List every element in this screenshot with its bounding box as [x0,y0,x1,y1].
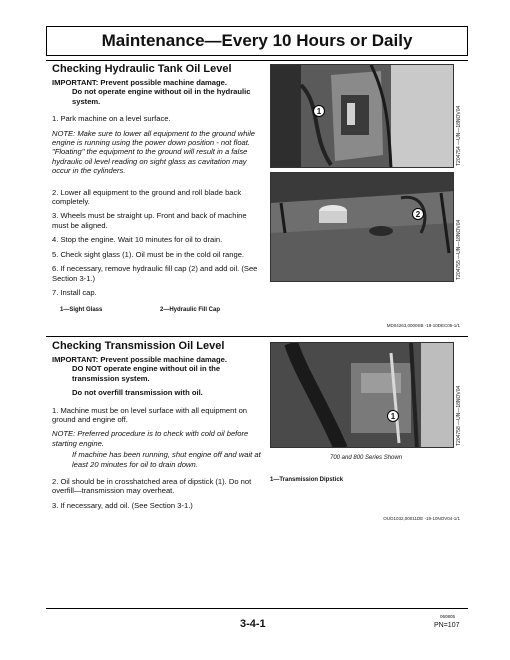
section-heading-transmission: Checking Transmission Oil Level [52,340,225,352]
photo-caption: 700 and 800 Series Shown [330,455,403,461]
step-2: 2. Oil should be in crosshatched area of dipstick (1). Do not overfill—transmission may overheat. [52,477,252,496]
important-label: IMPORTANT: [52,78,99,87]
photo-3-id: T204758 —UN—18NOV04 [456,385,462,446]
section-divider [46,60,468,61]
footer-divider [46,608,468,609]
section-divider [46,336,468,337]
step-7: 7. Install cap. [52,287,97,297]
hydraulic-instructions [52,78,264,302]
footer-pn: PN=107 [434,622,460,629]
note-text: NOTE: Preferred procedure is to check with cold oil before starting engine. [52,429,249,448]
section-heading-hydraulic: Checking Hydraulic Tank Oil Level [52,63,232,75]
fill-cap-photo-drawing [271,173,454,282]
important-text-3: Do not overfill transmission with oil. [72,388,203,398]
step-3: 3. Wheels must be straight up. Front and back of machine must be aligned. [52,211,247,230]
sight-glass-photo-drawing [271,65,454,168]
section-1-reference: MD04263,0000SB -19-10DEC05-1/1 [386,323,460,328]
step-3: 3. If necessary, add oil. (See Section 3-1.) [52,500,193,510]
callout-1: 1 [313,105,325,117]
important-notice [52,78,264,106]
photo-2-id: T204755 —UN—18NOV04 [456,219,462,280]
note-text-2: If machine has been running, shut engine off and wait at least 20 minutes for oil to drain down. [72,450,261,469]
fill-cap-photo [270,172,454,282]
step-4: 4. Stop the engine. Wait 10 minutes for oil to drain. [52,235,223,245]
step-1: 1. Machine must be on level surface with all equipment on ground and engine off. [52,405,248,425]
legend-fill-cap: 2—Hydraulic Fill Cap [160,307,221,313]
transmission-instructions [52,355,264,515]
legend-sight-glass: 1—Sight Glass [60,307,103,313]
page-number: 3-4-1 [240,618,266,630]
important-text: Prevent possible machine damage. [100,355,228,364]
section-2-reference: OUO1032,00011DE -19-10NOV04-1/1 [383,516,460,521]
callout-2: 2 [412,208,424,220]
transmission-dipstick-photo-drawing [271,343,454,448]
important-text-2: DO NOT operate engine without oil in the transmission system. [72,364,221,383]
callout-1: 1 [387,410,399,422]
note-text: NOTE: Make sure to lower all equipment to the ground while engine is running using the power down position - not float. "Floating" the equipment to the ground will result in a false hydraulic oil level reading on sight glass as cavitation may occur in the cylinders. [52,128,256,176]
step-2: 2. Lower all equipment to the ground and roll blade back completely. [52,187,242,207]
page-title: Maintenance—Every 10 Hours or Daily [46,26,468,56]
footer-code: 060805 [440,614,456,619]
important-label: IMPORTANT: [52,355,99,364]
important-text-2: Do not operate engine without oil in the hydraulic system. [72,87,251,106]
important-text: Prevent possible machine damage. [100,78,228,87]
step-1: 1. Park machine on a level surface. [52,114,171,124]
step-5: 5. Check sight glass (1). Oil must be in the cold oil range. [52,249,245,259]
transmission-dipstick-photo [270,342,454,448]
step-6: 6. If necessary, remove hydraulic fill cap (2) and add oil. (See Section 3-1.) [52,264,258,283]
legend-transmission-dipstick: 1—Transmission Dipstick [270,477,344,483]
important-notice [52,355,264,398]
sight-glass-photo [270,64,454,168]
photo-1-id: T204754 —UN—18NOV04 [456,105,462,166]
